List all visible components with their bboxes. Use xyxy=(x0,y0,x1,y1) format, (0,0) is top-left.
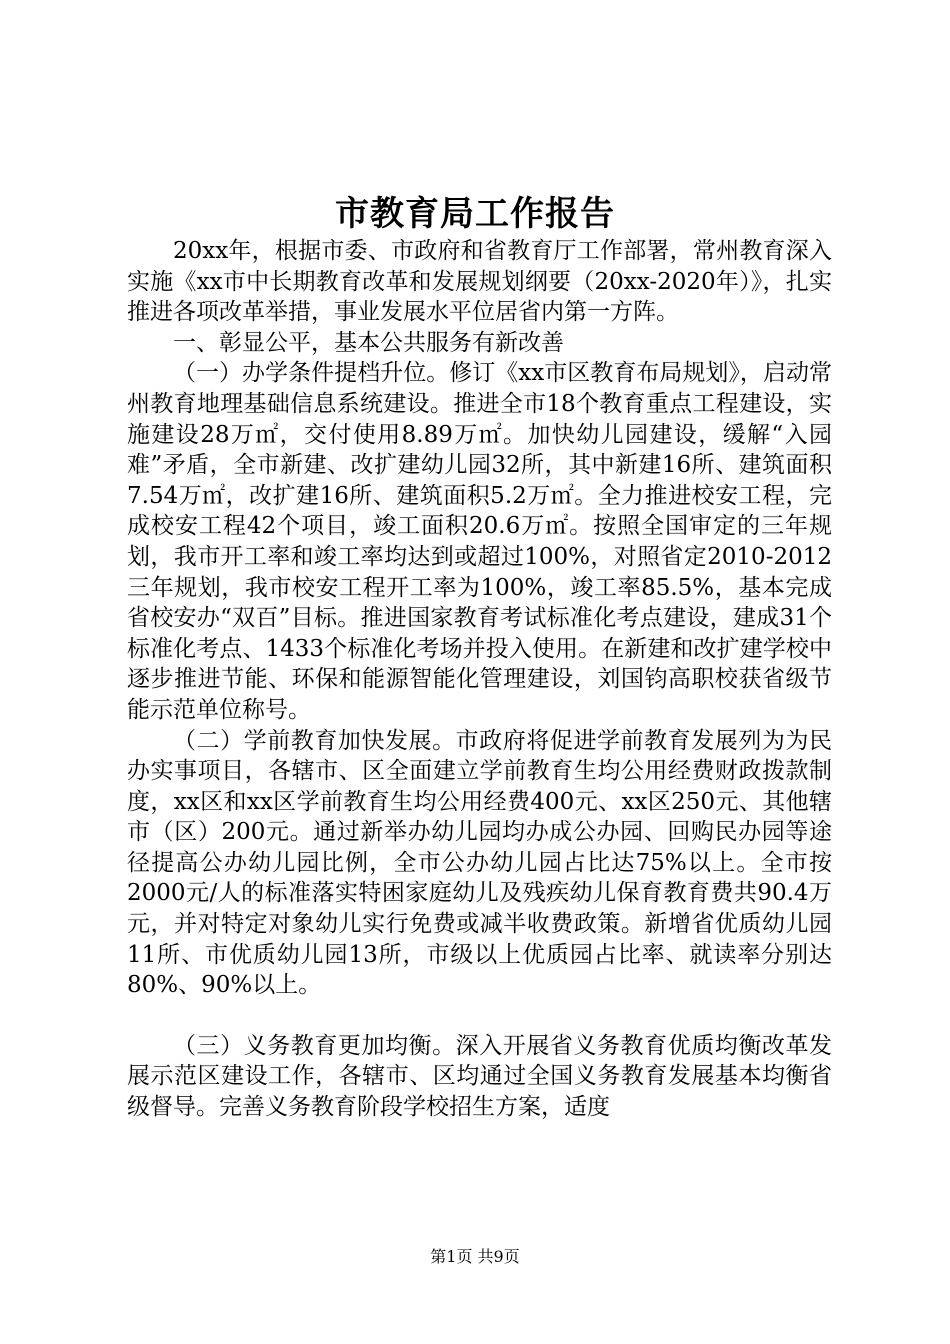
section-heading: 一、彰显公平，基本公共服务有新改善 xyxy=(173,329,564,356)
paragraph-section-1: （一）办学条件提档升位。修订《xx市区教育布局规划》，启动常州教育地理基础信息系统建设。推进全市18个教育重点工程建设，实施建设28万㎡，交付使用8.89万㎡。加快幼儿园建设，缓解“入园难”矛盾，全市新建、改扩建幼儿园32所，其中新建16所、建筑面积7.54万㎡，改扩建16所、建筑面积5.2万㎡。全力推进校安工程，完成校安工程42个项目，竣工面积20.6万㎡。按照全国审定的三年规划，我市开工率和竣工率均达到或超过100%，对照省定2010-2012三年规划，我市校安工程开工率为100%，竣工率85.5%，基本完成省校安办“双百”目标。推进国家教育考试标准化考点建设，建成31个标准化考点、1433个标准化考场并投入使用。在新建和改扩建学校中逐步推进节能、环保和能源智能化管理建设，刘国钧高职校获省级节能示范单位称号。 xyxy=(127,360,832,723)
document-title: 市教育局工作报告 xyxy=(335,194,615,234)
paragraph-section-2: （二）学前教育加快发展。市政府将促进学前教育发展列为为民办实事项目，各辖市、区全面建立学前教育生均公用经费财政拨款制度，xx区和xx区学前教育生均公用经费400元、xx区250元、其他辖市（区）200元。通过新举办幼儿园均办成公办园、回购民办园等途径提高公办幼儿园比例，全市公办幼儿园占比达75%以上。全市按2000元/人的标准落实特困家庭幼儿及残疾幼儿保育教育费共90.4万元，并对特定对象幼儿实行免费或减半收费政策。新增省优质幼儿园11所、市优质幼儿园13所，市级以上优质园占比率、就读率分别达80%、90%以上。 xyxy=(127,727,832,999)
paragraph-section-3: （三）义务教育更加均衡。深入开展省义务教育优质均衡改革发展示范区建设工作，各辖市、区均通过全国义务教育发展基本均衡省级督导。完善义务教育阶段学校招生方案，适度 xyxy=(127,1032,832,1121)
document-body xyxy=(127,236,832,1123)
page-footer: 第1页 共9页 xyxy=(430,1247,520,1266)
paragraph-intro: 20xx年，根据市委、市政府和省教育厅工作部署，常州教育深入实施《xx市中长期教育改革和发展规划纲要（20xx-2020年）》，扎实推进各项改革举措，事业发展水平位居省内第一方阵。 xyxy=(127,238,832,326)
